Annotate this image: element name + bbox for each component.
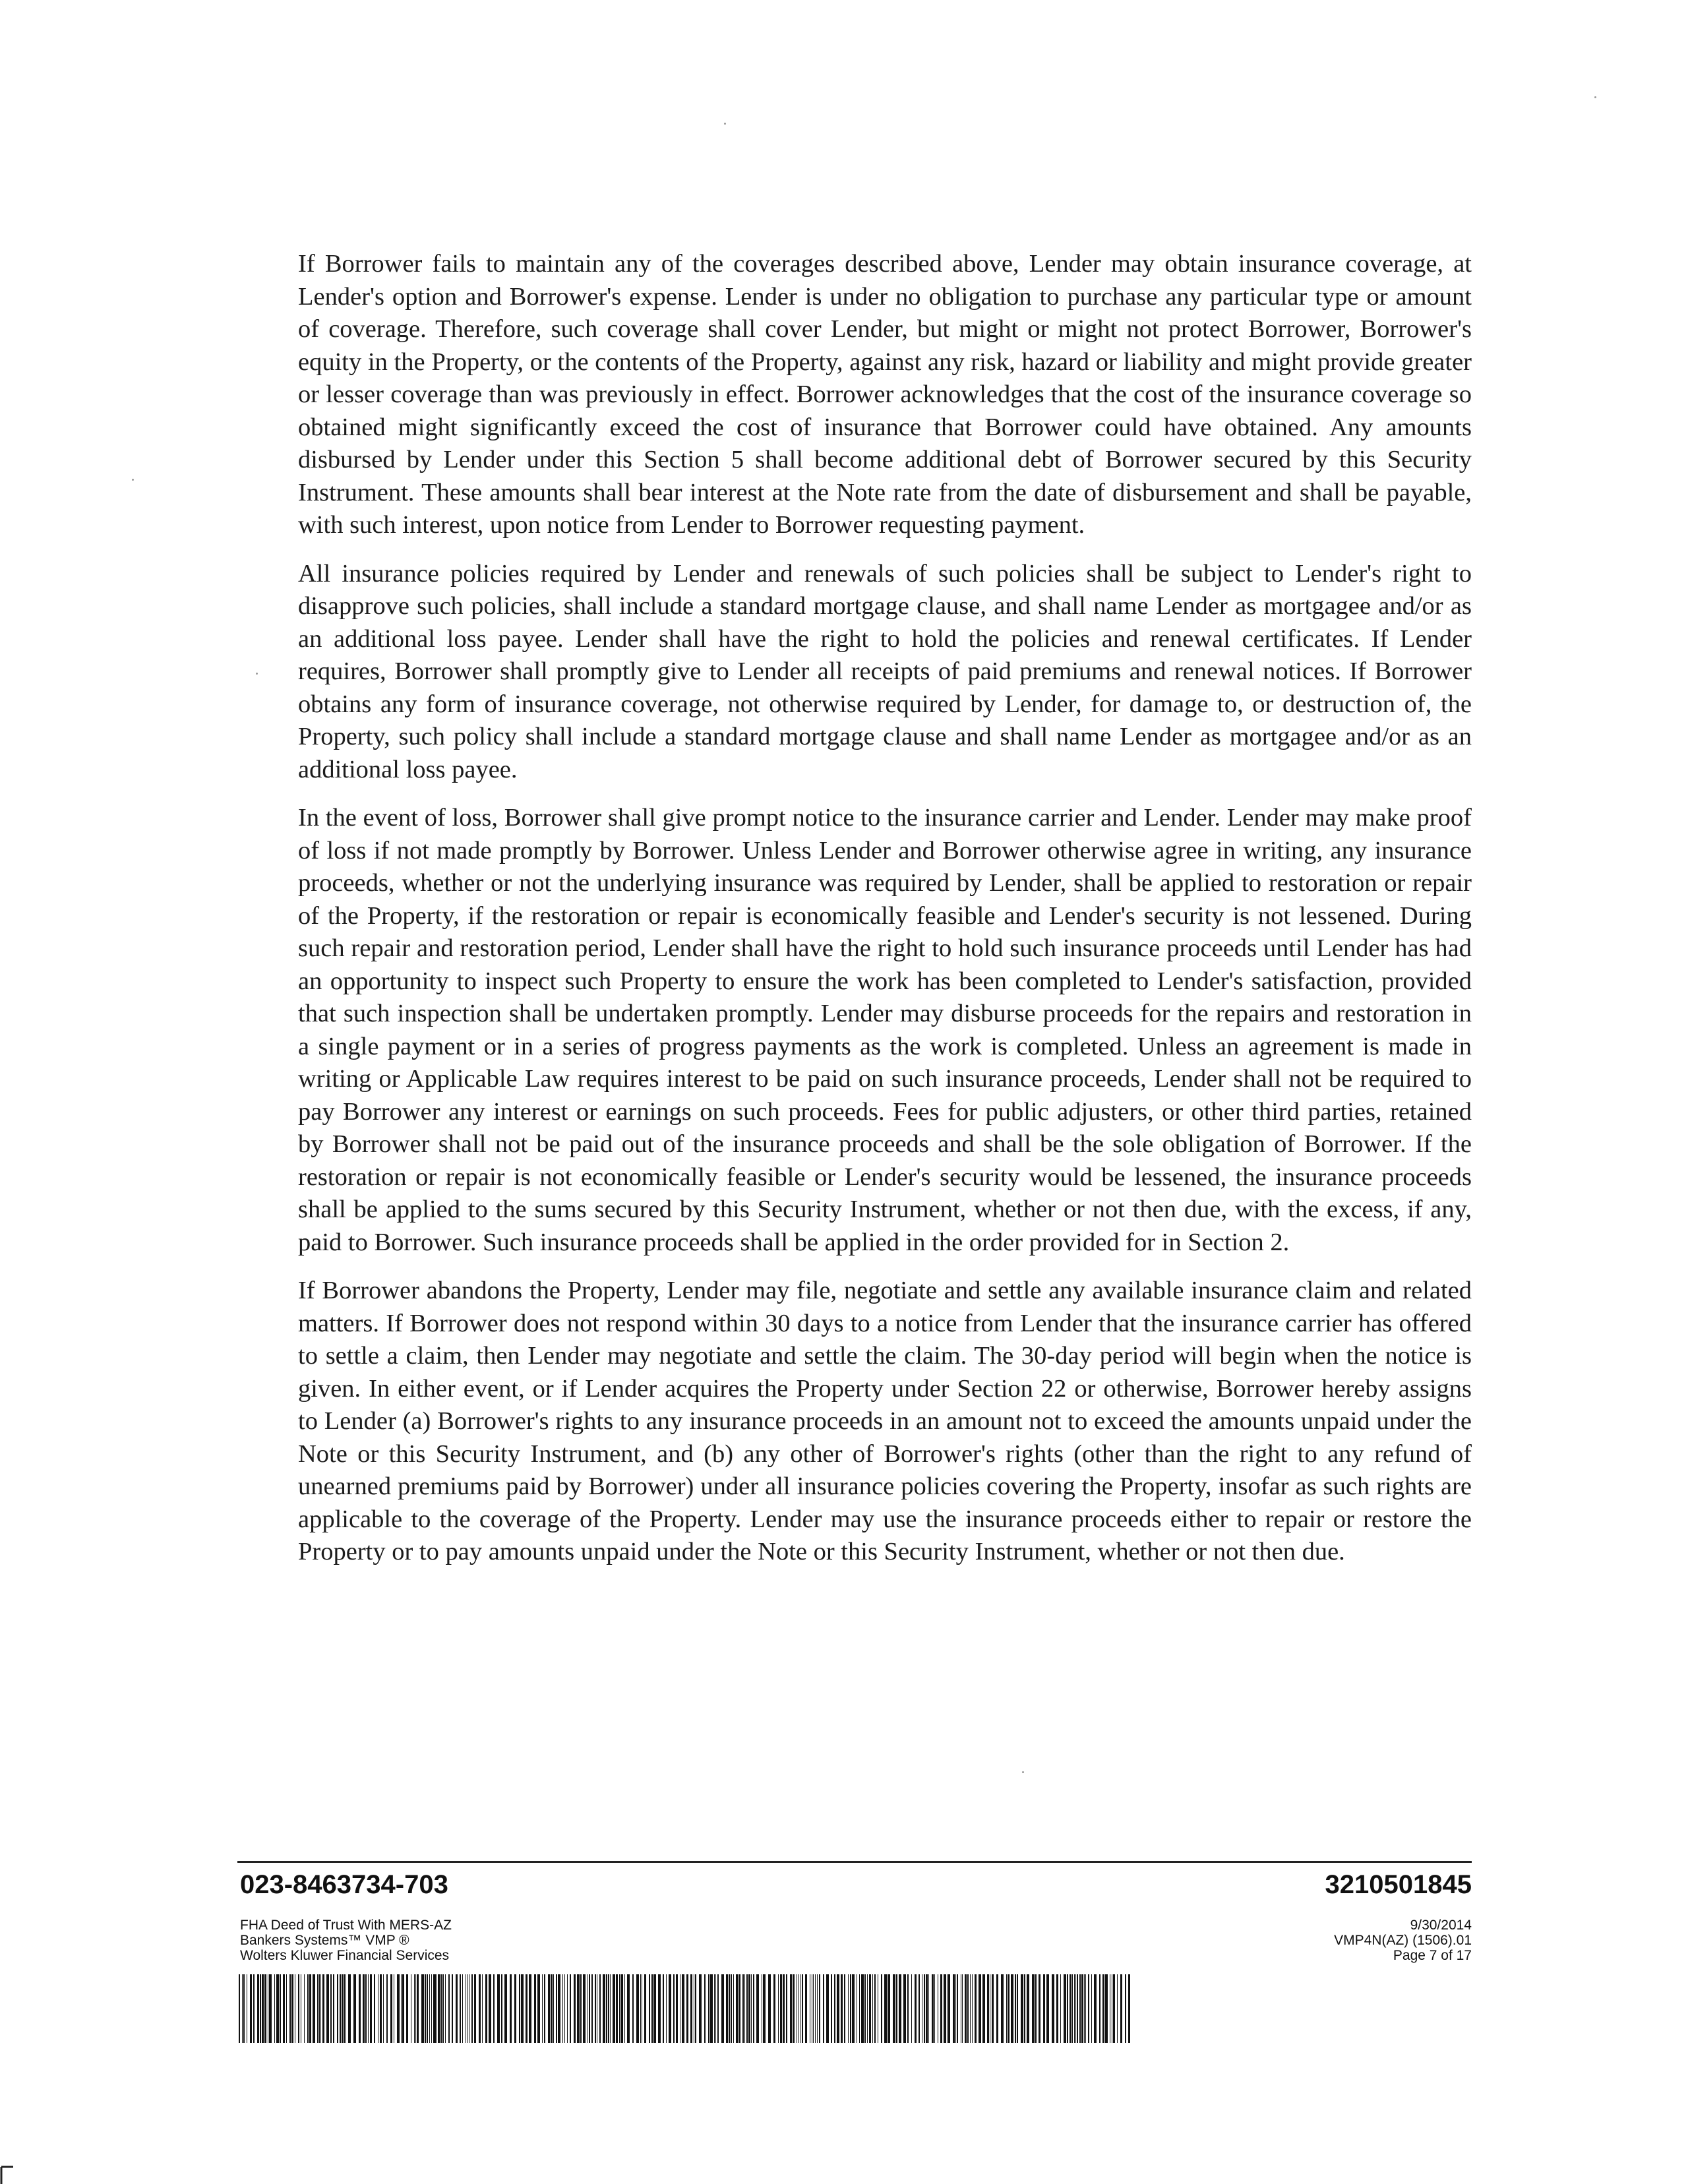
barcode-bar: [899, 1974, 901, 2043]
barcode-bar: [746, 1974, 748, 2043]
paragraph-event-of-loss: In the event of loss, Borrower shall give prompt notice to the insurance carrier and Lender. Lender may make proof of loss if not made promptly by Borrower. Unless Lender and Borrower otherwise agree in writing, any insurance proceeds, whether or not the underlying insurance was required by Lender, shall be applied to restoration or repair of the Property, if the restoration or repair is economically feasible and Lender's security is not lessened. During such repair and restoration period, Lender shall have the right to hold such insurance proceeds until Lender has had an opportunity to inspect such Property to ensure the work has been completed to Lender's satisfaction, provided that such inspection shall be undertaken promptly. Lender may disburse proceeds for the repairs and restoration in a single payment or in a series of progress payments as the work is completed. Unless an agreement is made in writing or Applicable Law requires interest to be paid on such insurance proceeds, Lender shall not be required to pay Borrower any interest or earnings on such proceeds. Fees for public adjusters, or other third parties, retained by Borrower shall not be paid out of the insurance proceeds and shall be the sole obligation of Borrower. If the restoration or repair is not economically feasible or Lender's security would be lessened, the insurance proceeds shall be applied to the sums secured by this Security Instrument, whether or not then due, with the excess, if any, paid to Borrower. Such insurance proceeds shall be applied in the order provided for in Section 2.: [298, 804, 1472, 1256]
scan-crop-mark: [0, 2160, 16, 2184]
barcode-bar: [850, 1974, 851, 2043]
barcode-bar: [537, 1974, 540, 2043]
barcode-bar: [591, 1974, 593, 2043]
barcode-bar: [640, 1974, 641, 2043]
barcode-bar: [817, 1974, 818, 2043]
barcode-bar: [669, 1974, 671, 2043]
barcode-bar: [924, 1974, 925, 2043]
barcode-bar: [729, 1974, 730, 2043]
barcode-bar: [574, 1974, 576, 2043]
barcode-bar: [907, 1974, 909, 2043]
barcode-bar: [1099, 1974, 1100, 2043]
barcode-bar: [715, 1974, 716, 2043]
barcode-bar: [726, 1974, 728, 2043]
barcode-bar: [926, 1974, 928, 2043]
barcode-bar: [485, 1974, 487, 2043]
barcode-bar: [748, 1974, 750, 2043]
barcode-bar: [744, 1974, 745, 2043]
barcode-bar: [903, 1974, 906, 2043]
barcode-bar: [1046, 1974, 1049, 2043]
barcode-bar: [1043, 1974, 1045, 2043]
barcode-bar: [445, 1974, 446, 2043]
barcode-bar: [932, 1974, 934, 2043]
barcode-bar: [462, 1974, 463, 2043]
barcode-bar: [1017, 1974, 1018, 2043]
barcode-bar: [448, 1974, 450, 2043]
barcode-bar: [344, 1974, 346, 2043]
barcode-bar: [970, 1974, 971, 2043]
barcode-bar: [1024, 1974, 1025, 2043]
barcode-bar: [881, 1974, 882, 2043]
barcode-bar: [497, 1974, 500, 2043]
barcode-bar: [504, 1974, 507, 2043]
barcode-bar: [841, 1974, 843, 2043]
barcode-bar: [276, 1974, 279, 2043]
barcode-bar: [721, 1974, 724, 2043]
barcode-bar: [1120, 1974, 1122, 2043]
barcode-bar: [773, 1974, 775, 2043]
barcode-bar: [370, 1974, 372, 2043]
scan-speck: [1022, 1771, 1024, 1773]
barcode-bar: [644, 1974, 646, 2043]
barcode-bar: [390, 1974, 392, 2043]
barcode-bar: [548, 1974, 550, 2043]
form-meta: [1334, 1918, 1472, 1963]
barcode-bar: [589, 1974, 590, 2043]
barcode-bar: [1039, 1974, 1040, 2043]
barcode-bar: [962, 1974, 963, 2043]
barcode-bar: [534, 1974, 536, 2043]
barcode-bar: [603, 1974, 605, 2043]
barcode-bar: [253, 1974, 255, 2043]
barcode-bar: [599, 1974, 601, 2043]
barcode-bar: [307, 1974, 309, 2043]
barcode-bar: [304, 1974, 305, 2043]
barcode-bar: [368, 1974, 369, 2043]
barcode-bar: [636, 1974, 639, 2043]
form-info: [240, 1918, 452, 1963]
barcode-bar: [944, 1974, 946, 2043]
barcode-bar: [363, 1974, 365, 2043]
barcode-bar: [996, 1974, 998, 2043]
barcode-bar: [627, 1974, 630, 2043]
barcode-bar: [567, 1974, 568, 2043]
barcode-bar: [1070, 1974, 1071, 2043]
paragraph-lender-placed-coverage: If Borrower fails to maintain any of the coverages described above, Lender may obtain insurance coverage, at Lender's option and Borrower's expense. Lender is under no obligation to purchase any particular type or amount of coverage. Therefore, such coverage shall cover Lender, but might or might not protect Borrower, Borrower's equity in the Property, or the contents of the Property, against any risk, hazard or liability and might provide greater or lesser coverage than was previously in effect. Borrower acknowledges that the cost of the insurance coverage so obtained might significantly exceed the cost of insurance that Borrower could have obtained. Any amounts disbursed by Lender under this Section 5 shall become additional debt of Borrower secured by this Security Instrument. These amounts shall bear interest at the Note rate from the date of disbursement and shall be payable, with such interest, upon notice from Lender to Borrower requesting payment.: [298, 250, 1472, 539]
barcode-bar: [1128, 1974, 1130, 2043]
barcode-bar: [619, 1974, 620, 2043]
barcode-bar: [421, 1974, 424, 2043]
barcode-bar: [529, 1974, 531, 2043]
barcode-bar: [1113, 1974, 1115, 2043]
barcode-bar: [798, 1974, 799, 2043]
scan-speck: [256, 673, 258, 675]
barcode-bar: [479, 1974, 481, 2043]
barcode-image: [239, 1974, 1130, 2043]
barcode-bar: [562, 1974, 563, 2043]
form-publisher: Bankers Systems™ VMP ®: [240, 1933, 409, 1948]
barcode-bar: [471, 1974, 473, 2043]
barcode-bar: [704, 1974, 706, 2043]
barcode-bar: [861, 1974, 864, 2043]
barcode-bar: [1091, 1974, 1092, 2043]
footer-divider: [237, 1861, 1472, 1863]
barcode-bar: [815, 1974, 816, 2043]
barcode-bar: [250, 1974, 252, 2043]
barcode-bar: [717, 1974, 719, 2043]
barcode-bar: [852, 1974, 855, 2043]
barcode-bar: [427, 1974, 428, 2043]
barcode-bar: [893, 1974, 895, 2043]
barcode-bar: [940, 1974, 942, 2043]
barcode-bar: [979, 1974, 981, 2043]
barcode-bar: [859, 1974, 860, 2043]
barcode-bar: [337, 1974, 338, 2043]
barcode-bar: [365, 1974, 367, 2043]
barcode-bar: [682, 1974, 684, 2043]
barcode-bar: [262, 1974, 264, 2043]
barcode-bar: [456, 1974, 458, 2043]
scan-speck: [1594, 96, 1596, 98]
barcode-bar: [948, 1974, 950, 2043]
barcode-bar: [915, 1974, 917, 2043]
barcode-bar: [1060, 1974, 1061, 2043]
barcode-bar: [291, 1974, 293, 2043]
barcode-bar: [280, 1974, 281, 2043]
body-text: [298, 248, 1472, 1585]
barcode-bar: [947, 1974, 948, 2043]
barcode-bar: [514, 1974, 516, 2043]
barcode-bar: [353, 1974, 356, 2043]
barcode-bar: [340, 1974, 341, 2043]
barcode-bar: [1102, 1974, 1104, 2043]
loan-number: 023-8463734-703: [240, 1870, 448, 1899]
barcode-bar: [651, 1974, 653, 2043]
barcode-bar: [1006, 1974, 1007, 2043]
barcode-bar: [553, 1974, 554, 2043]
barcode-bar: [1085, 1974, 1086, 2043]
barcode-bar: [595, 1974, 596, 2043]
barcode-bar: [402, 1974, 404, 2043]
barcode-bar: [243, 1974, 245, 2043]
barcode-bar: [242, 1974, 243, 2043]
barcode-bar: [1032, 1974, 1035, 2043]
barcode-bar: [298, 1974, 299, 2043]
barcode-bar: [610, 1974, 611, 2043]
barcode-bar: [699, 1974, 702, 2043]
barcode-bar: [286, 1974, 287, 2043]
barcode-bar: [583, 1974, 586, 2043]
barcode-bar: [686, 1974, 688, 2043]
barcode-bar: [1084, 1974, 1085, 2043]
barcode-bar: [1071, 1974, 1073, 2043]
document-number: 3210501845: [1325, 1870, 1472, 1899]
barcode-bar: [414, 1974, 415, 2043]
barcode-bar: [975, 1974, 977, 2043]
barcode-bar: [955, 1974, 956, 2043]
barcode-bar: [425, 1974, 426, 2043]
barcode-bar: [928, 1974, 929, 2043]
barcode-bar: [1125, 1974, 1126, 2043]
barcode-bar: [397, 1974, 400, 2043]
barcode-bar: [819, 1974, 820, 2043]
barcode-bar: [896, 1974, 897, 2043]
barcode-bar: [417, 1974, 419, 2043]
barcode-bar: [823, 1974, 824, 2043]
barcode-bar: [322, 1974, 324, 2043]
barcode-bar: [751, 1974, 752, 2043]
barcode-bar: [501, 1974, 502, 2043]
barcode-bar: [326, 1974, 329, 2043]
barcode-bar: [953, 1974, 955, 2043]
barcode-bar: [1015, 1974, 1016, 2043]
barcode-bar: [317, 1974, 318, 2043]
barcode-bar: [274, 1974, 275, 2043]
barcode-bar: [342, 1974, 344, 2043]
barcode-bar: [438, 1974, 440, 2043]
barcode-bar: [805, 1974, 807, 2043]
barcode-bar: [653, 1974, 656, 2043]
barcode-bar: [333, 1974, 334, 2043]
barcode-bar: [708, 1974, 709, 2043]
barcode-bar: [608, 1974, 609, 2043]
barcode-bar: [753, 1974, 754, 2043]
barcode-bar: [793, 1974, 795, 2043]
barcode-bar: [474, 1974, 476, 2043]
barcode-bar: [1035, 1974, 1037, 2043]
barcode-bar: [768, 1974, 771, 2043]
barcode-bar: [742, 1974, 744, 2043]
barcode-bar: [1067, 1974, 1068, 2043]
barcode-bar: [919, 1974, 920, 2043]
barcode-bar: [556, 1974, 557, 2043]
barcode-bar: [869, 1974, 871, 2043]
barcode-bar: [374, 1974, 375, 2043]
barcode-bar: [783, 1974, 785, 2043]
barcode-bar: [813, 1974, 814, 2043]
barcode-bar: [848, 1974, 849, 2043]
barcode-bar: [526, 1974, 528, 2043]
barcode-bar: [972, 1974, 973, 2043]
barcode-bar: [510, 1974, 512, 2043]
barcode-bar: [826, 1974, 829, 2043]
barcode-bar: [383, 1974, 384, 2043]
barcode-bar: [482, 1974, 483, 2043]
barcode-bar: [359, 1974, 361, 2043]
barcode-bar: [992, 1974, 994, 2043]
barcode-bar: [837, 1974, 839, 2043]
barcode-bar: [888, 1974, 890, 2043]
barcode-bar: [934, 1974, 935, 2043]
barcode-bar: [778, 1974, 779, 2043]
barcode-bar: [911, 1974, 912, 2043]
barcode-bar: [884, 1974, 887, 2043]
barcode-bar: [489, 1974, 491, 2043]
barcode-bar: [429, 1974, 430, 2043]
barcode-bar: [756, 1974, 759, 2043]
barcode-bar: [658, 1974, 661, 2043]
barcode-bar: [431, 1974, 432, 2043]
barcode-bar: [452, 1974, 453, 2043]
barcode-bar: [606, 1974, 607, 2043]
barcode-bar: [874, 1974, 876, 2043]
barcode-bar: [1079, 1974, 1081, 2043]
barcode-bar: [1064, 1974, 1066, 2043]
barcode-bar: [239, 1974, 240, 2043]
form-code: VMP4N(AZ) (1506).01: [1334, 1933, 1472, 1948]
barcode-bar: [1075, 1974, 1076, 2043]
form-title: FHA Deed of Trust With MERS-AZ: [240, 1918, 452, 1933]
barcode-bar: [558, 1974, 560, 2043]
barcode-bar: [1021, 1974, 1023, 2043]
barcode-bar: [264, 1974, 266, 2043]
barcode-bar: [401, 1974, 402, 2043]
barcode-bar: [564, 1974, 565, 2043]
barcode-bar: [313, 1974, 315, 2043]
barcode-bar: [1105, 1974, 1108, 2043]
barcode-bar: [790, 1974, 792, 2043]
barcode-bar: [320, 1974, 321, 2043]
barcode-bar: [1081, 1974, 1083, 2043]
barcode-bar: [780, 1974, 782, 2043]
barcode-bar: [736, 1974, 738, 2043]
barcode-bar: [386, 1974, 388, 2043]
form-company: Wolters Kluwer Financial Services: [240, 1948, 450, 1963]
barcode-bar: [570, 1974, 571, 2043]
barcode-bar: [330, 1974, 332, 2043]
barcode-bar: [1052, 1974, 1054, 2043]
barcode-bar: [260, 1974, 261, 2043]
barcode-bar: [831, 1974, 832, 2043]
barcode-bar: [802, 1974, 803, 2043]
barcode-bar: [649, 1974, 650, 2043]
barcode-bar: [283, 1974, 285, 2043]
barcode-bar: [987, 1974, 989, 2043]
barcode-bar: [257, 1974, 259, 2043]
paragraph-policy-requirements: All insurance policies required by Lender and renewals of such policies shall be subject to Lender's right to disapprove such policies, shall include a standard mortgage clause, and shall name Lender as mortgagee and/or as an additional loss payee. Lender shall have the right to hold the policies and renewal certificates. If Lender requires, Borrower shall promptly give to Lender all receipts of paid premiums and renewal notices. If Borrower obtains any form of insurance coverage, not otherwise required by Lender, for damage to, or destruction of, the Property, such policy shall include a standard mortgage clause and shall name Lender as mortgagee and/or as an additional loss payee.: [298, 559, 1472, 783]
barcode-bar: [1088, 1974, 1089, 2043]
barcode-bar: [542, 1974, 543, 2043]
barcode-bar: [738, 1974, 740, 2043]
barcode-bar: [957, 1974, 958, 2043]
barcode-bar: [786, 1974, 787, 2043]
barcode-bar: [433, 1974, 436, 2043]
barcode-bar: [1077, 1974, 1078, 2043]
barcode-bar: [844, 1974, 845, 2043]
barcode-bar: [733, 1974, 734, 2043]
scan-speck: [132, 479, 134, 481]
barcode-bar: [710, 1974, 713, 2043]
barcode-bar: [460, 1974, 461, 2043]
page-number: Page 7 of 17: [1393, 1948, 1472, 1963]
barcode-bar: [666, 1974, 667, 2043]
scan-speck: [724, 123, 726, 125]
barcode-bar: [621, 1974, 623, 2043]
barcode-bar: [1094, 1974, 1097, 2043]
barcode-bar: [676, 1974, 678, 2043]
barcode-bar: [415, 1974, 416, 2043]
barcode-bar: [763, 1974, 766, 2043]
barcode-bar: [967, 1974, 969, 2043]
barcode-bar: [348, 1974, 351, 2043]
barcode-bar: [519, 1974, 520, 2043]
barcode-bar: [1008, 1974, 1010, 2043]
barcode-bar: [673, 1974, 675, 2043]
barcode-bar: [493, 1974, 495, 2043]
barcode-bar: [521, 1974, 524, 2043]
barcode-bar: [269, 1974, 272, 2043]
barcode-bar: [864, 1974, 866, 2043]
barcode-bar: [318, 1974, 320, 2043]
barcode-bar: [867, 1974, 868, 2043]
barcode-bar: [544, 1974, 545, 2043]
barcode-bar: [440, 1974, 442, 2043]
barcode-bar: [380, 1974, 382, 2043]
barcode-bar: [406, 1974, 408, 2043]
barcode-bar: [613, 1974, 615, 2043]
barcode-bar: [1001, 1974, 1004, 2043]
barcode-bar: [1056, 1974, 1058, 2043]
barcode-bar: [1074, 1974, 1075, 2043]
barcode-bar: [442, 1974, 444, 2043]
barcode-bar: [872, 1974, 873, 2043]
barcode-bar: [624, 1974, 625, 2043]
barcode-bar: [616, 1974, 618, 2043]
paragraph-abandonment: If Borrower abandons the Property, Lender may file, negotiate and settle any available insurance claim and related matters. If Borrower does not respond within 30 days to a notice from Lender that the insurance carrier has offered to settle a claim, then Lender may negotiate and settle the claim. The 30-day period will begin when the notice is given. In either event, or if Lender acquires the Property under Section 22 or otherwise, Borrower hereby assigns to Lender (a) Borrower's rights to any insurance proceeds in an amount not to exceed the amounts unpaid under the Note or this Security Instrument, and (b) any other of Borrower's rights (other than the right to any refund of unearned premiums paid by Borrower) under all insurance policies covering the Property, insofar as such rights are applicable to the coverage of the Property. Lender may use the insurance proceeds either to repair or restore the Property or to pay amounts unpaid under the Note or this Security Instrument, whether or not then due.: [298, 1277, 1472, 1565]
barcode-bar: [714, 1974, 715, 2043]
barcode-bar: [1117, 1974, 1118, 2043]
barcode-bar: [695, 1974, 696, 2043]
barcode-bar: [289, 1974, 291, 2043]
barcode-bar: [690, 1974, 692, 2043]
barcode-bar: [663, 1974, 664, 2043]
barcode-bar: [731, 1974, 732, 2043]
barcode-bar: [982, 1974, 985, 2043]
form-date: 9/30/2014: [1410, 1918, 1472, 1933]
barcode-bar: [1027, 1974, 1029, 2043]
barcode-bar: [632, 1974, 634, 2043]
barcode-bar: [965, 1974, 967, 2043]
barcode-bar: [309, 1974, 311, 2043]
barcode-bar: [834, 1974, 835, 2043]
barcode-bar: [551, 1974, 553, 2043]
barcode-bar: [580, 1974, 582, 2043]
barcode-bar: [577, 1974, 580, 2043]
barcode-bar: [1011, 1974, 1013, 2043]
